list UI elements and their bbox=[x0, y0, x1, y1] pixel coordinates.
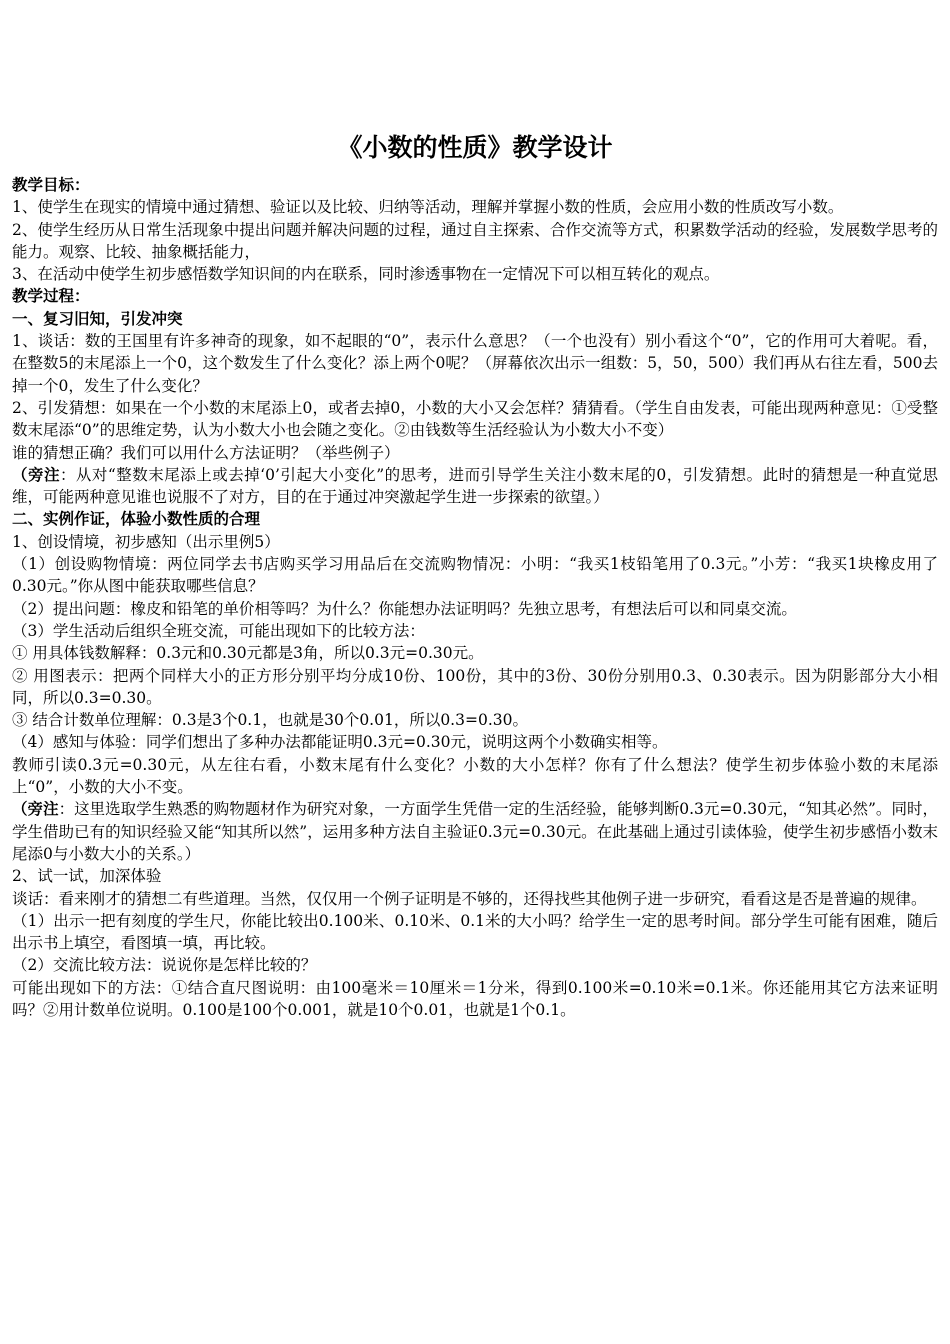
section-2-paragraph-3: （2）提出问题：橡皮和铅笔的单价相等吗？为什么？你能想办法证明吗？先独立思考，有想法后可以和同桌交流。 bbox=[12, 599, 797, 618]
process-heading: 教学过程： bbox=[12, 287, 90, 306]
section-2-paragraph-12: （1）出示一把有刻度的学生尺，你能比较出0.100米、0.10米、0.1米的大小吗？给学生一定的思考时间。部分学生可能有困难，随后出示书上填空，看图填一填，再比较。 bbox=[12, 911, 938, 953]
section-2-paragraph-11: 谈话：看来刚才的猜想二有些道理。当然，仅仅用一个例子证明是不够的，还得找些其他例子进一步研究，看看这是否是普遍的规律。 bbox=[12, 889, 927, 908]
section-2-paragraph-9: 教师引读0.3元=0.30元，从左往右看，小数末尾有什么变化？小数的大小怎样？你有了什么想法？使学生初步体验小数的末尾添上“0”，小数的大小不变。 bbox=[12, 755, 938, 797]
section-1-paragraph-3: 谁的猜想正确？我们可以用什么方法证明？（举些例子） bbox=[12, 443, 400, 462]
side-note-label: （旁注 bbox=[12, 800, 59, 819]
section-2-paragraph-8: （4）感知与体验：同学们想出了多种办法都能证明0.3元=0.30元，说明这两个小数确实相等。 bbox=[12, 733, 668, 752]
goal-item-2: 2、使学生经历从日常生活现象中提出问题并解决问题的过程，通过自主探索、合作交流等方式，积累数学活动的经验，发展数学思考的能力。观察、比较、抽象概括能力， bbox=[12, 220, 938, 261]
section-2-paragraph-2: （1）创设购物情境：两位同学去书店购买学习用品后在交流购物情况：小明：“我买1枝铅笔用了0.3元。”小芳：“我买1块橡皮用了0.30元。”你从图中能获取哪些信息？ bbox=[12, 555, 938, 596]
side-note-body: ：这里选取学生熟悉的购物题材作为研究对象，一方面学生凭借一定的生活经验，能够判断0.3元=0.30元，“知其必然”。同时，学生借助已有的知识经验又能“知其所以然”，运用多种方法自主验证0.3元=0.30元。在此基础上通过引读体验，使学生初步感悟小数末尾添0与小数大小的关系。） bbox=[12, 800, 938, 863]
section-2-paragraph-10: 2、试一试，加深体验 bbox=[12, 867, 162, 886]
side-note-body: ：从对“整数末尾添上或去掉‘0’引起大小变化”的思考，进而引导学生关注小数末尾的0，引发猜想。此时的猜想是一种直觉思维，可能两种意见谁也说服不了对方，目的在于通过冲突激起学生进一步探索的欲望。） bbox=[12, 465, 938, 507]
section-2-side-note bbox=[12, 798, 938, 865]
section-2-paragraph-13: （2）交流比较方法：说说你是怎样比较的？ bbox=[12, 956, 317, 975]
section-2-paragraph-6: ② 用图表示：把两个同样大小的正方形分别平均分成10份、100份，其中的3份、30份分别用0.3、0.30表示。因为阴影部分大小相同，所以0.3=0.30。 bbox=[12, 666, 938, 707]
section-2-paragraph-14: 可能出现如下的方法：①结合直尺图说明：由100毫米＝10厘米＝1分米，得到0.100米=0.10米=0.1米。你还能用其它方法来证明吗？②用计数单位说明。0.100是100个0.001，就是10个0.01，也就是1个0.1。 bbox=[12, 978, 938, 1019]
goal-heading: 教学目标： bbox=[12, 176, 90, 194]
goal-item-1: 1、使学生在现实的情境中通过猜想、验证以及比较、归纳等活动，理解并掌握小数的性质，会应用小数的性质改写小数。 bbox=[12, 198, 844, 217]
section-2-paragraph-1: 1、创设情境，初步感知（出示里例5） bbox=[12, 532, 280, 551]
section-2-paragraph-5: ① 用具体钱数解释：0.3元和0.30元都是3角，所以0.3元=0.30元。 bbox=[12, 644, 484, 663]
document-title: 《小数的性质》教学设计 bbox=[337, 133, 613, 162]
section-1-side-note bbox=[12, 464, 938, 509]
section-2-heading: 二、实例作证，体验小数性质的合理 bbox=[12, 510, 261, 529]
side-note-label: （旁注 bbox=[12, 465, 60, 484]
section-2-paragraph-4: （3）学生活动后组织全班交流，可能出现如下的比较方法： bbox=[12, 621, 425, 640]
section-2-paragraph-7: ③ 结合计数单位理解：0.3是3个0.1，也就是30个0.01，所以0.3=0.30。 bbox=[12, 711, 528, 730]
document-page bbox=[12, 128, 938, 1021]
goal-item-3: 3、在活动中使学生初步感悟数学知识间的内在联系，同时渗透事物在一定情况下可以相互转化的观点。 bbox=[12, 265, 720, 284]
section-1-paragraph-2: 2、引发猜想：如果在一个小数的末尾添上0，或者去掉0，小数的大小又会怎样？猜猜看。（学生自由发表，可能出现两种意见：①受整数末尾添“0”的思维定势，认为小数大小也会随之变化。②由钱数等生活经验认为小数大小不变） bbox=[12, 398, 938, 440]
section-1-paragraph-1: 1、谈话：数的王国里有许多神奇的现象，如不起眼的“0”，表示什么意思？（一个也没有）别小看这个“0”，它的作用可大着呢。看，在整数5的末尾添上一个0，这个数发生了什么变化？添上两个0呢？（屏幕依次出示一组数：5，50，500）我们再从右往左看，500去掉一个0，发生了什么变化？ bbox=[12, 332, 938, 395]
section-1-heading: 一、复习旧知，引发冲突 bbox=[12, 309, 183, 328]
